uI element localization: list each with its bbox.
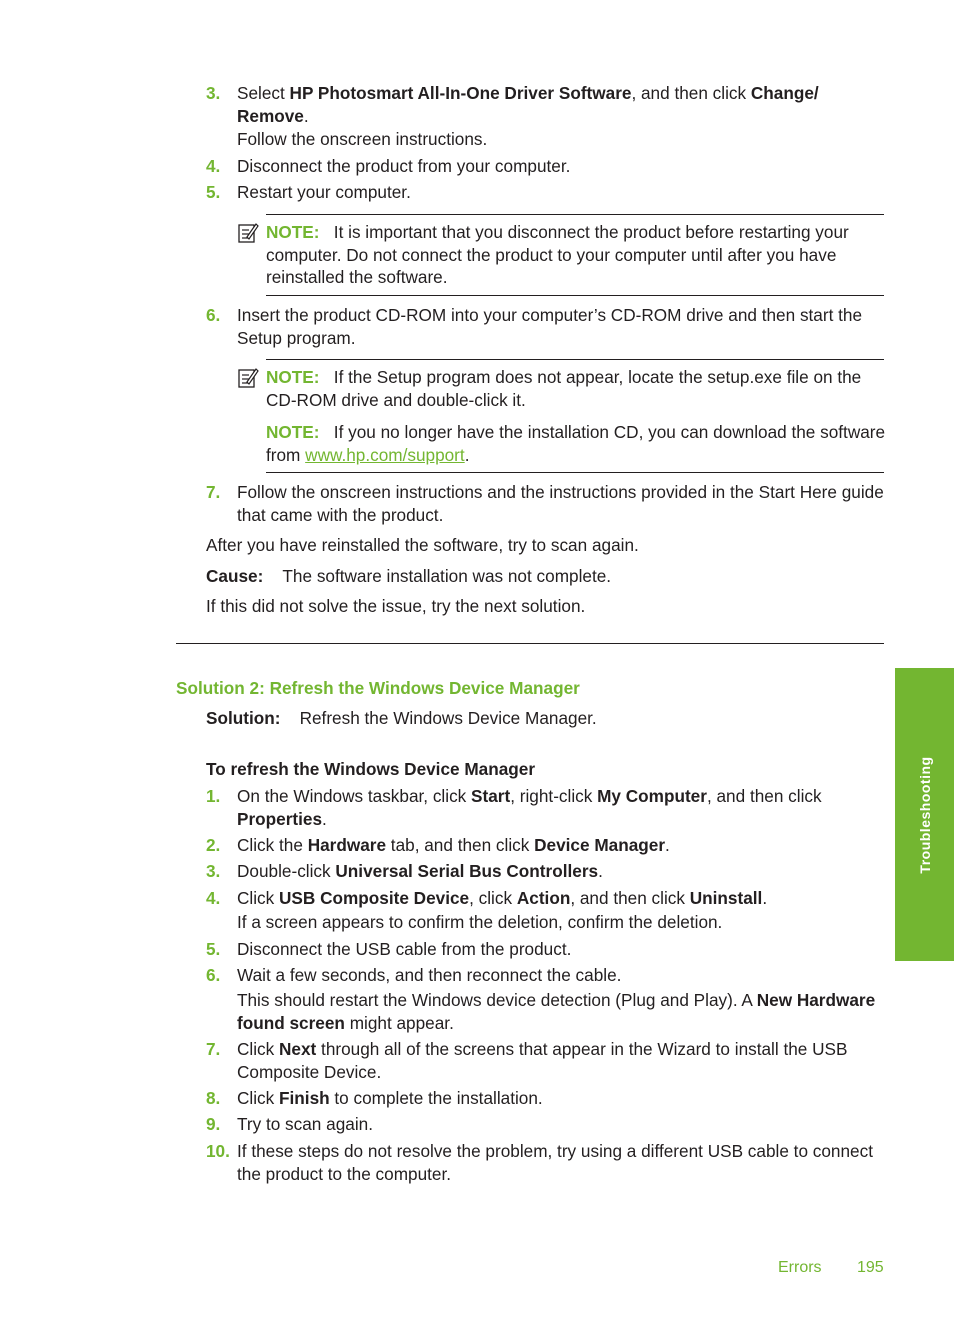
support-link[interactable]: www.hp.com/support xyxy=(305,444,465,465)
step-text: Restart your computer. xyxy=(237,182,411,202)
step-text: Disconnect the product from your computer. xyxy=(237,156,571,176)
procedure-title: To refresh the Windows Device Manager xyxy=(206,759,536,779)
step-number: 4. xyxy=(206,888,221,908)
step-subtext: Follow the onscreen instructions. xyxy=(237,129,488,149)
body-paragraph: If this did not solve the issue, try the next solution. xyxy=(206,596,586,616)
step-number: 3. xyxy=(206,83,221,103)
step-text: If these steps do not resolve the problem, try using a different USB cable to connect the product to the computer. xyxy=(237,1141,873,1184)
note-top-rule xyxy=(266,214,884,215)
step-subtext: If a screen appears to confirm the deletion, confirm the deletion. xyxy=(237,912,723,932)
step-text: Click the Hardware tab, and then click Device Manager. xyxy=(237,835,670,855)
step-text: Click USB Composite Device, click Action, and then click Uninstall. xyxy=(237,888,768,908)
step-text: Wait a few seconds, and then reconnect the cable. xyxy=(237,965,622,985)
note-bottom-rule xyxy=(266,295,884,296)
note-bottom-rule xyxy=(266,472,884,473)
step-text: Insert the product CD-ROM into your computer’s CD-ROM drive and then start the Setup program. xyxy=(237,305,863,348)
step-text: Click Finish to complete the installation. xyxy=(237,1088,543,1108)
step-text: Try to scan again. xyxy=(237,1114,373,1134)
side-tab-label: Troubleshooting xyxy=(916,755,933,874)
cause-paragraph: Cause: The software installation was not complete. xyxy=(206,566,612,586)
body-paragraph: After you have reinstalled the software, try to scan again. xyxy=(206,535,639,555)
note-icon xyxy=(237,367,259,389)
note-text: NOTE: If the Setup program does not appear, locate the setup.exe file on the CD-ROM drive and double-click it. xyxy=(266,367,862,410)
section-heading: Solution 2: Refresh the Windows Device Manager xyxy=(176,678,580,698)
step-text: Select HP Photosmart All-In-One Driver Software, and then click Change/ Remove. xyxy=(237,83,819,126)
note-text: NOTE: It is important that you disconnect the product before restarting your computer. Do not connect the product to your computer until after you have reinstalled the software. xyxy=(266,222,849,287)
page-number: 195 xyxy=(857,1259,884,1276)
step-text: On the Windows taskbar, click Start, right-click My Computer, and then click Properties. xyxy=(237,786,822,829)
step-text: Follow the onscreen instructions and the instructions provided in the Start Here guide that came with the product. xyxy=(237,482,884,525)
step-number: 4. xyxy=(206,156,221,176)
note-icon xyxy=(237,222,259,244)
step-text: Disconnect the USB cable from the product. xyxy=(237,939,572,959)
note-text: NOTE: If you no longer have the installation CD, you can download the software from www.hp.com/support. xyxy=(266,422,886,465)
step-number: 10. xyxy=(206,1141,230,1161)
step-number: 5. xyxy=(206,182,221,202)
step-text: Click Next through all of the screens that appear in the Wizard to install the USB Composite Device. xyxy=(237,1039,848,1082)
solution-paragraph: Solution: Refresh the Windows Device Manager. xyxy=(206,708,597,728)
note-top-rule xyxy=(266,359,884,360)
section-divider xyxy=(176,643,884,644)
step-number: 5. xyxy=(206,939,221,959)
step-number: 6. xyxy=(206,305,221,325)
step-number: 7. xyxy=(206,1039,221,1059)
step-number: 8. xyxy=(206,1088,221,1108)
step-number: 1. xyxy=(206,786,221,806)
step-number: 3. xyxy=(206,861,221,881)
step-subtext: This should restart the Windows device detection (Plug and Play). A New Hardware found screen might appear. xyxy=(237,990,876,1033)
step-text: Double-click Universal Serial Bus Controllers. xyxy=(237,861,603,881)
step-number: 9. xyxy=(206,1114,221,1134)
step-number: 6. xyxy=(206,965,221,985)
step-number: 2. xyxy=(206,835,221,855)
side-tab xyxy=(895,668,954,961)
step-number: 7. xyxy=(206,482,221,502)
footer-section: Errors xyxy=(778,1259,822,1276)
